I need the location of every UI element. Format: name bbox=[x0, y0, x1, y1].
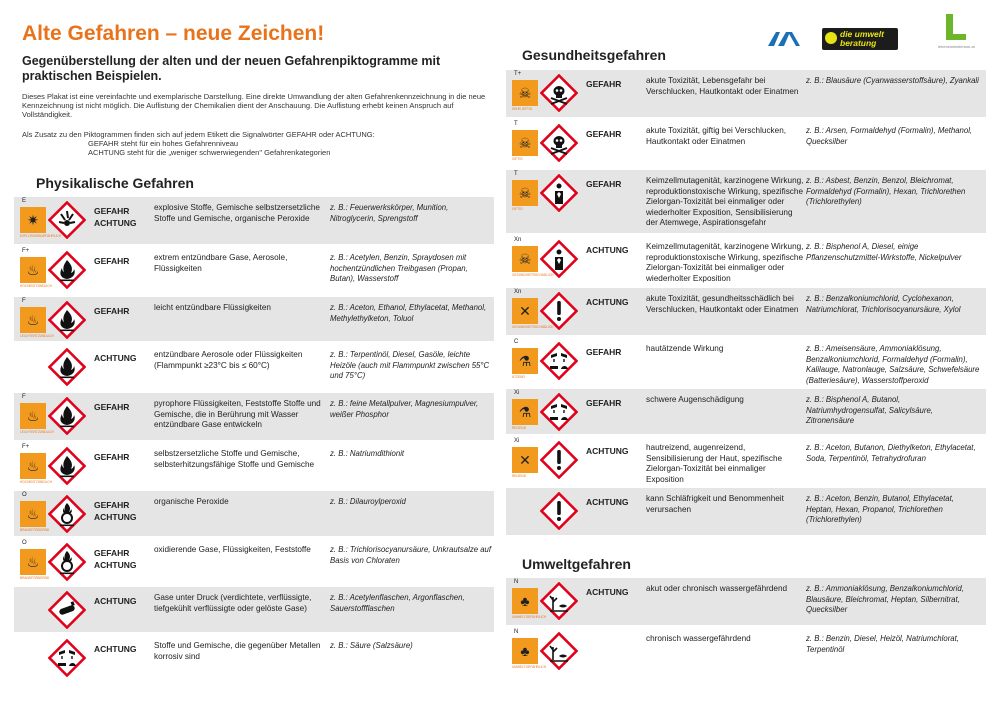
old-code-label: F+ bbox=[22, 444, 30, 450]
old-hazard-symbol bbox=[20, 540, 50, 580]
signal-word: ACHTUNG bbox=[94, 596, 137, 606]
signal-word: ACHTUNG bbox=[586, 497, 629, 507]
table-row bbox=[506, 288, 986, 335]
pictogram-pair bbox=[512, 391, 582, 433]
signal-word: GEFAHR bbox=[586, 179, 622, 189]
old-hazard-symbol bbox=[512, 438, 538, 478]
old-caption: GIFTIG bbox=[512, 207, 523, 211]
old-caption: LEICHTENTZÜNDLICH bbox=[20, 334, 54, 338]
pictogram-pair bbox=[20, 637, 90, 679]
old-caption: UMWELTGEFÄHRLICH bbox=[512, 615, 547, 619]
pictogram-pair bbox=[512, 580, 582, 622]
old-hazard-symbol bbox=[512, 289, 554, 329]
hazard-examples: z. B.: Bisphenol A, Diesel, einige Pflanzenschutzmittel-Wirkstoffe, Nickelpulver bbox=[806, 242, 962, 262]
pictogram-pair bbox=[512, 630, 582, 672]
old-code-label: Xi bbox=[514, 438, 520, 444]
hazard-description: extrem entzündbare Gase, Aerosole, Flüssigkeiten bbox=[154, 253, 288, 273]
hazard-examples: z. B.: Dilauroylperoxid bbox=[330, 497, 406, 506]
pictogram-pair bbox=[20, 541, 90, 583]
signal-words-info bbox=[22, 130, 492, 157]
old-code-label: Xi bbox=[514, 390, 520, 396]
table-row bbox=[14, 587, 494, 632]
hazard-description: pyrophore Flüssigkeiten, Feststoffe Stoffe und Gemische, die in Berührung mit Wasser entzündbare Gase entwickeln bbox=[154, 399, 321, 429]
old-flame-icon: ♨ bbox=[26, 408, 40, 424]
hazard-examples: z. B.: Säure (Salzsäure) bbox=[330, 641, 413, 650]
signal-word: GEFAHR ACHTUNG bbox=[94, 206, 137, 228]
hazard-examples: z. B.: Aceton, Benzin, Butanol, Ethylacetat, Heptan, Hexan, Propanol, Trichlorethen (Trichlorethylen) bbox=[806, 494, 954, 524]
hazard-examples: z. B.: Acetylen, Benzin, Spraydosen mit hochentzündlichen Treibgasen (Propan, Butan), Wasserstoff bbox=[330, 253, 468, 283]
hazard-examples: z. B.: Terpentinöl, Diesel, Gasöle, leichte Heizöle (auch mit Flammpunkt zwischen 55°C und 75°C) bbox=[330, 350, 490, 380]
pictogram-pair bbox=[20, 199, 90, 241]
signal-word: ACHTUNG bbox=[586, 297, 629, 307]
hazard-examples: z. B.: Acetylenflaschen, Argonflaschen, Sauerstoffflaschen bbox=[330, 593, 465, 613]
signal-word: ACHTUNG bbox=[94, 644, 137, 654]
old-hazard-symbol bbox=[512, 171, 538, 211]
pictogram-pair bbox=[20, 589, 90, 631]
table-row bbox=[14, 247, 494, 294]
old-code-label: C bbox=[514, 339, 519, 345]
pictogram-pair bbox=[20, 299, 90, 341]
hazard-description: Keimzellmutagenität, karzinogene Wirkung, reproduktionstoxische Wirkung, spezifische Zielorgan-Toxizität bei einmaliger oder wiederholter Exposition, Sensibilisierung der Atemwege, Aspirationsgefahr bbox=[646, 176, 804, 227]
old-code-label: N bbox=[514, 629, 519, 635]
hazard-examples: z. B.: feine Metallpulver, Magnesiumpulver, weißer Phosphor bbox=[330, 399, 479, 419]
hazard-description: entzündbare Aerosole oder Flüssigkeiten (Flammpunkt ≥23°C bis ≤ 60°C) bbox=[154, 350, 303, 370]
old-code-label: E bbox=[22, 198, 27, 204]
table-row bbox=[14, 297, 494, 341]
old-code-label: T bbox=[514, 121, 518, 127]
lebensministerium-logo: lebensministerium.at bbox=[938, 14, 994, 54]
flame-over-circle-icon bbox=[48, 543, 86, 581]
environment-icon bbox=[540, 582, 578, 620]
pictogram-pair bbox=[512, 122, 582, 164]
old-health-hazard-icon: ☠ bbox=[518, 185, 532, 201]
table-row bbox=[14, 197, 494, 244]
pictogram-pair bbox=[20, 346, 90, 388]
old-code-label: N bbox=[514, 579, 519, 585]
umweltberatung-logo: die umwelt beratung bbox=[822, 28, 898, 50]
old-skull-icon: ☠ bbox=[518, 85, 532, 101]
hazard-description: Gase unter Druck (verdichtete, verflüssigte, tiefgekühlt verflüssigte oder gelöste Gase) bbox=[154, 593, 312, 613]
flame-icon bbox=[48, 447, 86, 485]
old-hazard-symbol bbox=[20, 394, 54, 434]
hazard-description: explosive Stoffe, Gemische selbstzersetzliche Stoffe und Gemische, organische Peroxide bbox=[154, 203, 320, 223]
hazard-examples: z. B.: Trichlorisocyanursäure, Unkrautsalze auf Basis von Chloraten bbox=[330, 545, 492, 565]
intro-text: Dieses Plakat ist eine vereinfachte und exemplarische Darstellung. Eine direkte Umwandlung der alten Gefahrenkennzeichnung in die neue Kennzeichnung ist nicht möglich. Die Auflistung der Chemikalien dient der Anschauung. Die Auflistung erhebt keinen Anspruch auf Vollständigkeit. bbox=[22, 92, 486, 119]
hazard-examples: z. B.: Natriumdithionit bbox=[330, 449, 405, 458]
table-row bbox=[14, 393, 494, 440]
old-corrosion-icon: ⚗ bbox=[518, 353, 532, 369]
table-row bbox=[14, 635, 494, 680]
table-row bbox=[506, 628, 986, 673]
hazard-description: chronisch wassergefährdend bbox=[646, 634, 751, 643]
table-row bbox=[506, 236, 986, 285]
signal-intro: Als Zusatz zu den Piktogrammen finden sich auf jedem Etikett die Signalwörter GEFAHR oder ACHTUNG: bbox=[22, 130, 375, 139]
old-flame-over-circle-icon: ♨ bbox=[26, 506, 40, 522]
old-code-label: F bbox=[22, 394, 26, 400]
section-title-health: Gesundheitsgefahren bbox=[522, 47, 666, 63]
signal-word: GEFAHR bbox=[94, 256, 130, 266]
old-health-hazard-icon: ☠ bbox=[518, 251, 532, 267]
skull-icon bbox=[540, 124, 578, 162]
old-flame-icon: ♨ bbox=[26, 262, 40, 278]
exclamation-icon bbox=[540, 492, 578, 530]
corrosion-icon bbox=[540, 342, 578, 380]
environment-icon bbox=[540, 632, 578, 670]
hazard-examples: z. B.: Asbest, Benzin, Benzol, Bleichromat, Formaldehyd (Formalin), Hexan, Trichlorethen (Trichlorethylen) bbox=[806, 176, 966, 206]
pictogram-pair bbox=[512, 172, 582, 214]
old-caption: REIZEND bbox=[512, 474, 526, 478]
signal-word: ACHTUNG bbox=[586, 587, 629, 597]
old-hazard-symbol bbox=[20, 492, 50, 532]
old-caption: SEHR GIFTIG bbox=[512, 107, 533, 111]
table-row bbox=[14, 539, 494, 584]
pictogram-pair bbox=[20, 249, 90, 291]
old-caption: LEICHTENTZÜNDLICH bbox=[20, 430, 54, 434]
signal-achtung: ACHTUNG steht für die „weniger schwerwiegenden" Gefahrenkategorien bbox=[88, 148, 331, 157]
flame-over-circle-icon bbox=[48, 495, 86, 533]
hazard-description: kann Schläfrigkeit und Benommenheit verursachen bbox=[646, 494, 784, 514]
old-caption: BRANDFÖRDERND bbox=[20, 576, 50, 580]
hazard-description: oxidierende Gase, Flüssigkeiten, Feststoffe bbox=[154, 545, 311, 554]
old-caption: HOCHENTZÜNDLICH bbox=[20, 480, 52, 484]
signal-word: GEFAHR bbox=[586, 398, 622, 408]
pictogram-pair bbox=[512, 340, 582, 382]
hazard-description: akute Toxizität, gesundheitsschädlich bei Verschlucken, Hautkontakt oder Einatmen bbox=[646, 294, 799, 314]
section-title-physical: Physikalische Gefahren bbox=[36, 175, 194, 191]
pictogram-pair bbox=[20, 395, 90, 437]
old-code-label: Xn bbox=[514, 237, 522, 243]
hazard-examples: z. B.: Ameisensäure, Ammoniaklösung, Benzalkoniumchlorid, Formaldehyd (Formalin), Kalilauge, Natronlauge, Salzsäure, Schwefelsäure (Batteriesäure), Wasserstoffperoxid bbox=[806, 344, 980, 385]
old-hazard-symbol bbox=[512, 579, 547, 619]
hazard-examples: z. B.: Arsen, Formaldehyd (Formalin), Methanol, Quecksilber bbox=[806, 126, 973, 146]
hazard-description: Keimzellmutagenität, karzinogene Wirkung, reproduktionstoxische Wirkung, spezifische Zielorgan-Toxizität bei einmaliger oder wiederholter Exposition bbox=[646, 242, 804, 283]
old-corrosion-icon: ⚗ bbox=[518, 404, 532, 420]
table-row bbox=[506, 578, 986, 625]
hazard-description: organische Peroxide bbox=[154, 497, 229, 506]
old-code-label: T bbox=[514, 171, 518, 177]
old-hazard-symbol bbox=[20, 444, 52, 484]
corrosion-icon bbox=[540, 393, 578, 431]
old-code-label: F bbox=[22, 298, 26, 304]
hazard-description: leicht entzündbare Flüssigkeiten bbox=[154, 303, 271, 312]
signal-word: GEFAHR bbox=[94, 306, 130, 316]
table-row bbox=[506, 170, 986, 233]
health-hazard-icon bbox=[540, 174, 578, 212]
hazard-examples: z. B.: Bisphenol A, Butanol, Natriumhydrogensulfat, Salicylsäure, Zitronensäure bbox=[806, 395, 933, 425]
old-environment-icon: ♣ bbox=[520, 593, 530, 609]
pictogram-pair bbox=[512, 72, 582, 114]
old-skull-icon: ☠ bbox=[518, 135, 532, 151]
pictogram-pair bbox=[20, 445, 90, 487]
old-caption: BRANDFÖRDERND bbox=[20, 528, 50, 532]
explosion-icon bbox=[48, 201, 86, 239]
signal-word: GEFAHR bbox=[94, 452, 130, 462]
health-hazard-icon bbox=[540, 240, 578, 278]
old-flame-over-circle-icon: ♨ bbox=[26, 554, 40, 570]
table-row bbox=[506, 120, 986, 167]
section-title-environment: Umweltgefahren bbox=[522, 556, 631, 572]
sun-icon bbox=[825, 32, 837, 44]
flame-icon bbox=[48, 251, 86, 289]
old-hazard-symbol bbox=[512, 390, 538, 430]
hazard-description: akut oder chronisch wassergefährdend bbox=[646, 584, 788, 593]
exclamation-icon bbox=[540, 292, 578, 330]
old-caption: UMWELTGEFÄHRLICH bbox=[512, 665, 547, 669]
page-title: Alte Gefahren – neue Zeichen! bbox=[22, 22, 325, 45]
hazard-description: hautätzende Wirkung bbox=[646, 344, 724, 353]
pictogram-pair bbox=[512, 439, 582, 481]
old-hazard-symbol bbox=[20, 198, 62, 238]
av-logo-icon bbox=[766, 30, 802, 48]
hazard-description: schwere Augenschädigung bbox=[646, 395, 744, 404]
signal-word: ACHTUNG bbox=[94, 353, 137, 363]
signal-word: GEFAHR bbox=[586, 79, 622, 89]
hazard-description: hautreizend, augenreizend, Sensibilisierung der Haut, spezifische Zielorgan-Toxizität bei einmaliger Exposition bbox=[646, 443, 783, 484]
table-row bbox=[14, 491, 494, 536]
table-row bbox=[506, 389, 986, 434]
pictogram-pair bbox=[512, 490, 582, 532]
signal-word: ACHTUNG bbox=[586, 245, 629, 255]
old-explosion-icon: ✷ bbox=[27, 212, 39, 228]
skull-icon bbox=[540, 74, 578, 112]
hazard-examples: z. B.: Feuerwerkskörper, Munition, Nitroglycerin, Sprengstoff bbox=[330, 203, 449, 223]
old-hazard-symbol bbox=[20, 248, 52, 288]
old-flame-icon: ♨ bbox=[26, 312, 40, 328]
hazard-examples: z. B.: Aceton, Butanon, Diethylketon, Ethylacetat, Soda, Terpentinöl, Tetrahydrofuran bbox=[806, 443, 976, 463]
corrosion-icon bbox=[48, 639, 86, 677]
pictogram-pair bbox=[20, 493, 90, 535]
old-caption: REIZEND bbox=[512, 426, 526, 430]
table-row bbox=[506, 437, 986, 485]
old-environment-icon: ♣ bbox=[520, 643, 530, 659]
old-hazard-symbol bbox=[512, 339, 538, 379]
signal-gefahr: GEFAHR steht für ein hohes Gefahrenniveau bbox=[88, 139, 239, 148]
table-row bbox=[506, 70, 986, 117]
old-caption: GESUNDHEITSSCHÄDLICH bbox=[512, 273, 554, 277]
old-code-label: F+ bbox=[22, 248, 30, 254]
signal-word: GEFAHR ACHTUNG bbox=[94, 548, 137, 570]
hazard-examples: z. B.: Benzin, Diesel, Heizöl, Natriumchlorat, Terpentinöl bbox=[806, 634, 959, 654]
signal-word: GEFAHR ACHTUNG bbox=[94, 500, 137, 522]
hazard-description: Stoffe und Gemische, die gegenüber Metallen korrosiv sind bbox=[154, 641, 321, 661]
old-caption: GIFTIG bbox=[512, 157, 523, 161]
old-hazard-symbol bbox=[20, 298, 54, 338]
signal-word: GEFAHR bbox=[586, 129, 622, 139]
old-hazard-symbol bbox=[512, 237, 554, 277]
old-exclamation-icon: ✕ bbox=[519, 303, 531, 319]
flame-icon bbox=[48, 397, 86, 435]
old-code-label: Xn bbox=[514, 289, 522, 295]
old-code-label: O bbox=[22, 492, 27, 498]
old-caption: GESUNDHEITSSCHÄDLICH bbox=[512, 325, 554, 329]
pictogram-pair bbox=[512, 290, 582, 332]
page-subtitle: Gegenüberstellung der alten und der neuen Gefahrenpiktogramme mit praktischen Beispielen. bbox=[22, 54, 441, 83]
old-caption: ÄTZEND bbox=[512, 375, 525, 379]
signal-word: ACHTUNG bbox=[586, 446, 629, 456]
logo-bar bbox=[762, 14, 992, 52]
flame-icon bbox=[48, 301, 86, 339]
old-code-label: T+ bbox=[514, 71, 522, 77]
old-code-label: O bbox=[22, 540, 27, 546]
table-row bbox=[506, 338, 986, 386]
hazard-examples: z. B.: Blausäure (Cyanwasserstoffsäure), Zyankali bbox=[806, 76, 979, 85]
old-exclamation-icon: ✕ bbox=[519, 452, 531, 468]
table-row bbox=[14, 443, 494, 488]
old-caption: EXPLOSIONSGEFÄHRLICH bbox=[20, 234, 62, 238]
old-hazard-symbol bbox=[512, 71, 538, 111]
hazard-description: akute Toxizität, giftig bei Verschlucken, Hautkontakt oder Einatmen bbox=[646, 126, 787, 146]
hazard-examples: z. B.: Ammoniaklösung, Benzalkoniumchlorid, Blausäure, Bleichromat, Heptan, Silbernitrat, Quecksilber bbox=[806, 584, 964, 614]
old-caption: HOCHENTZÜNDLICH bbox=[20, 284, 52, 288]
pictogram-pair bbox=[512, 238, 582, 280]
flame-icon bbox=[48, 348, 86, 386]
hazard-examples: z. B.: Aceton, Ethanol, Ethylacetat, Methanol, Methylethylketon, Toluol bbox=[330, 303, 487, 323]
table-row bbox=[506, 488, 986, 535]
old-flame-icon: ♨ bbox=[26, 458, 40, 474]
exclamation-icon bbox=[540, 441, 578, 479]
signal-word: GEFAHR bbox=[586, 347, 622, 357]
hazard-examples: z. B.: Benzalkoniumchlorid, Cyclohexanon, Natriumchlorat, Trichlorisocyanursäure, Xylol bbox=[806, 294, 961, 314]
hazard-description: akute Toxizität, Lebensgefahr bei Verschlucken, Hautkontakt oder Einatmen bbox=[646, 76, 799, 96]
gas-cylinder-icon bbox=[48, 591, 86, 629]
old-hazard-symbol bbox=[512, 121, 538, 161]
old-hazard-symbol bbox=[512, 629, 547, 669]
table-row bbox=[14, 344, 494, 390]
hazard-description: selbstzersetzliche Stoffe und Gemische, selbsterhitzungsfähige Stoffe und Gemische bbox=[154, 449, 315, 469]
signal-word: GEFAHR bbox=[94, 402, 130, 412]
